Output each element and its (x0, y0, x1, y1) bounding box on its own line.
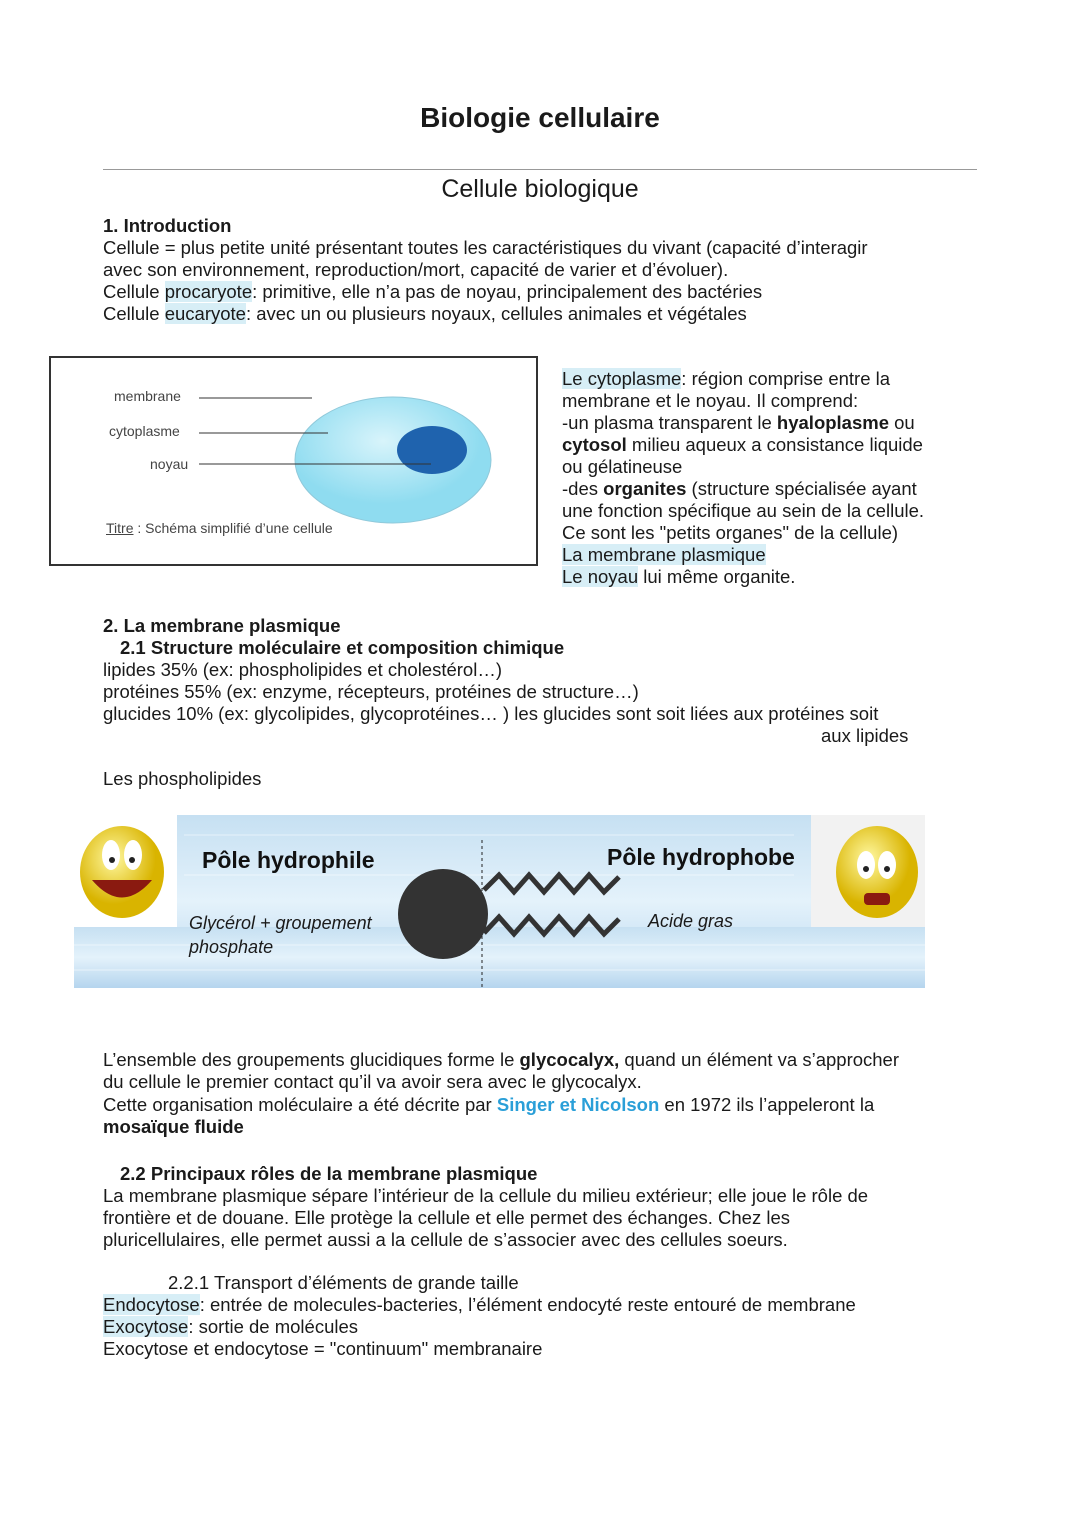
text-line: Cellule = plus petite unité présentant toutes les caractéristiques du vivant (capacité d’interagir (103, 237, 868, 258)
text-line: avec son environnement, reproduction/mort, capacité de varier et d’évoluer). (103, 259, 729, 280)
intro-heading: 1. Introduction (103, 215, 232, 236)
roles-section: 2.2 Principaux rôles de la membrane plasmique La membrane plasmique sépare l’intérieur de la cellule du milieu extérieur; elle joue le rôle de frontière et de douane. Elle protège la cellule et elle permet des échanges. Chez les pluricellulaires, elle permet aussi a la cellule de s’associer avec des cellules soeurs. (103, 1163, 869, 1250)
subsubsection-heading: 2.2.1 Transport d’éléments de grande taille (168, 1272, 519, 1293)
label-membrane: membrane (114, 388, 181, 404)
label-hydrophile: Pôle hydrophile (202, 847, 375, 873)
cell-diagram (49, 356, 538, 566)
section-title: Cellule biologique (441, 175, 639, 203)
happy-smiley-icon (80, 826, 164, 918)
highlight: procaryote (164, 281, 253, 302)
label-hydrophobe: Pôle hydrophobe (607, 844, 795, 870)
page-title: Biologie cellulaire (420, 102, 660, 133)
polar-head-shape (398, 869, 488, 959)
label-cytoplasme: cytoplasme (109, 423, 180, 439)
nucleus-shape (397, 426, 467, 474)
subsection-heading: 2.2 Principaux rôles de la membrane plasmique (120, 1163, 538, 1184)
glycocalyx-section: L’ensemble des groupements glucidiques forme le glycocalyx, quand un élément va s’approcher du cellule le premier contact qu’il va avoir sera avec le glycocalyx. Cette organisation moléculaire a été décrite par Singer et Nicolson en 1972 ils l’appeleront la mosaïque fluide (103, 1049, 900, 1137)
author-link: Singer et Nicolson (496, 1094, 660, 1115)
subsection-heading: 2.1 Structure moléculaire et composition chimique (120, 637, 565, 658)
intro-section (103, 215, 868, 325)
text-line: Cellule procaryote: primitive, elle n’a pas de noyau, principalement des bactéries (103, 281, 763, 302)
highlight: eucaryote (164, 303, 246, 324)
label-glycerol: Glycérol + groupement phosphate (189, 913, 372, 957)
divider (103, 169, 977, 170)
phospholipid-heading: Les phospholipides (103, 768, 262, 789)
membrane-section: 2. La membrane plasmique 2.1 Structure moléculaire et composition chimique lipides 35% (ex: phospholipides et cholestérol…) protéines 55% (ex: enzyme, récepteurs, protéines de structure…) glucides 10% (ex: glycolipides, glycoprotéines… ) les glucides sont soit liées aux protéines soit aux lipides Les phospholipides (103, 615, 953, 790)
figure-caption: Titre : Schéma simplifié d’une cellule (106, 520, 333, 536)
cytoplasm-description: Le cytoplasme: région comprise entre la membrane et le noyau. Il comprend: -un plasma transparent le hyaloplasme ou cytosol milieu aqueux a consistance liquide ou gélatineuse -des organites (structure spécialisée ayant une fonction spécifique au sein de la cellule. Ce sont les "petits organes" de la cellule) La membrane plasmique Le noyau lui même organite. (562, 368, 925, 587)
transport-section: 2.2.1 Transport d’éléments de grande taille Endocytose: entrée de molecules-bacteries, l’élément endocyté reste entouré de membrane Exocytose: sortie de molécules Exocytose et endocytose = "continuum" membranaire (103, 1272, 856, 1359)
label-acide-gras: Acide gras (648, 911, 734, 931)
text-line: Cellule eucaryote: avec un ou plusieurs noyaux, cellules animales et végétales (103, 303, 747, 324)
scared-smiley-icon (811, 815, 925, 927)
phospholipid-diagram (74, 815, 925, 988)
label-noyau: noyau (150, 456, 189, 472)
section-heading: 2. La membrane plasmique (103, 615, 341, 636)
